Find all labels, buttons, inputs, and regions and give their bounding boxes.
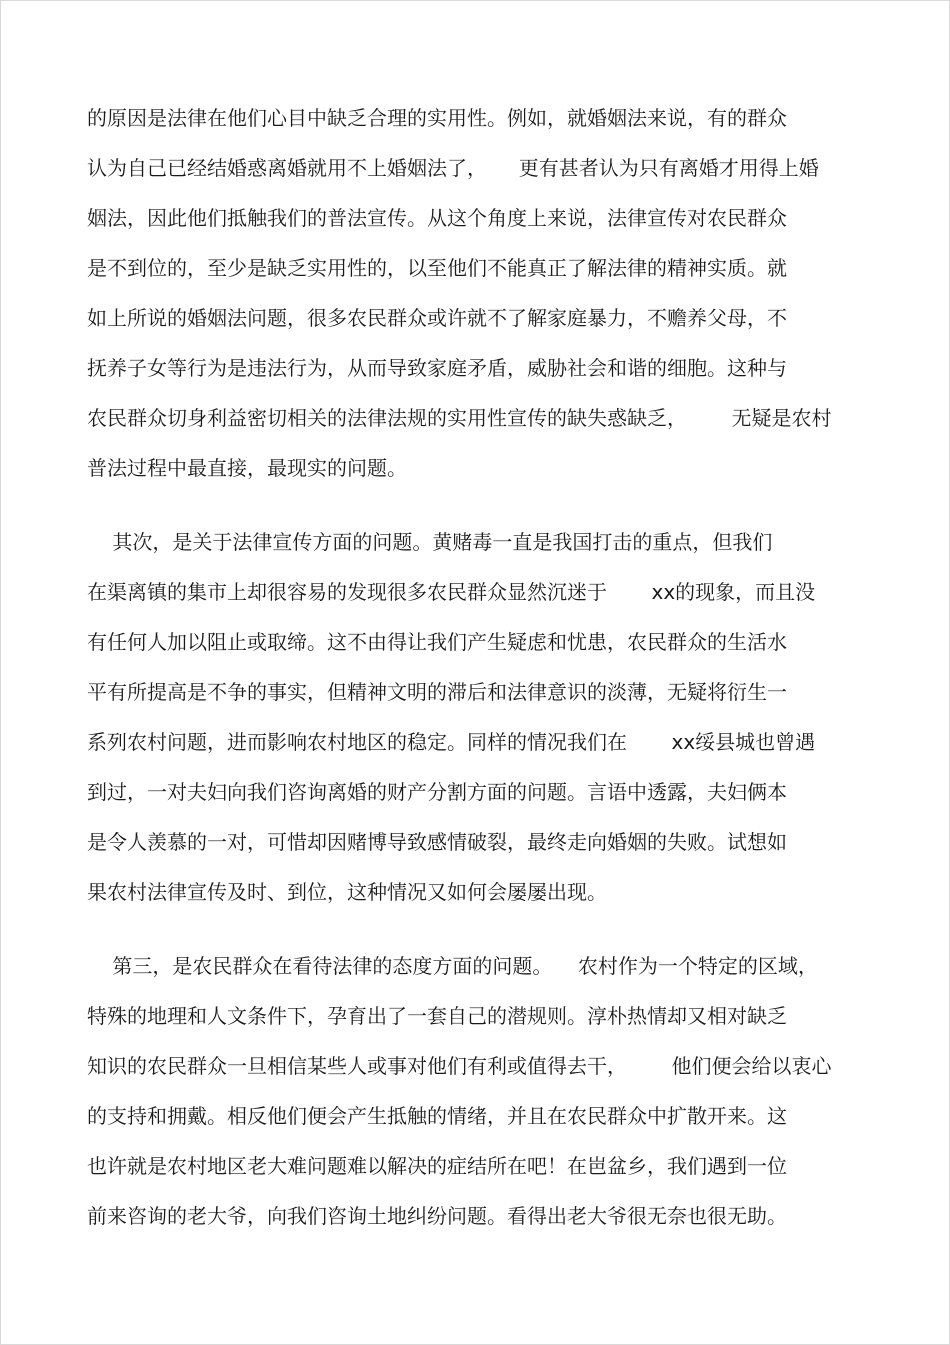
text-line: 是令人羡慕的一对，可惜却因赌博导致感情破裂，最终走向婚姻的失败。试想如 [87, 830, 787, 854]
text-line: 也许就是农村地区老大难问题难以解决的症结所在吧！在岜盆乡，我们遇到一位 [87, 1154, 787, 1178]
text-line: 如上所说的婚姻法问题，很多农民群众或许就不了解家庭暴力，不赡养父母，不 [87, 306, 787, 330]
text-line: 认为自己已经结婚惑离婚就用不上婚姻法了， 更有甚者认为只有离婚才用得上婚 [87, 156, 819, 180]
text-line: 其次，是关于法律宣传方面的问题。黄赌毒一直是我国打击的重点，但我们 [87, 530, 773, 554]
text-line: 果农村法律宣传及时、到位，这种情况又如何会屡屡出现。 [87, 880, 607, 904]
paragraph-1 [87, 97, 877, 497]
text-line: 系列农村问题，进而影响农村地区的稳定。同样的情况我们在 xx绥县城也曾遇 [87, 730, 816, 754]
text-line: 平有所提高是不争的事实，但精神文明的滞后和法律意识的淡薄，无疑将衍生一 [87, 680, 787, 704]
text-line: 第三，是农民群众在看待法律的态度方面的问题。 农村作为一个特定的区域， [87, 954, 818, 978]
document-body [87, 97, 877, 1245]
text-line: 的原因是法律在他们心目中缺乏合理的实用性。例如，就婚姻法来说，有的群众 [87, 106, 787, 130]
text-line: 在渠离镇的集市上却很容易的发现很多农民群众显然沉迷于 xx的现象，而且没 [87, 580, 816, 604]
text-line: 的支持和拥戴。相反他们便会产生抵触的情绪，并且在农民群众中扩散开来。这 [87, 1104, 787, 1128]
text-line: 普法过程中最直接，最现实的问题。 [87, 456, 407, 480]
text-line: 前来咨询的老大爷，向我们咨询土地纠纷问题。看得出老大爷很无奈也很无助。 [87, 1204, 787, 1228]
text-line: 抚养子女等行为是违法行为，从而导致家庭矛盾，威胁社会和谐的细胞。这种与 [87, 356, 787, 380]
text-line: 有任何人加以阻止或取缔。这不由得让我们产生疑虑和忧患，农民群众的生活水 [87, 630, 787, 654]
text-line: 是不到位的，至少是缺乏实用性的，以至他们不能真正了解法律的精神实质。就 [87, 256, 787, 280]
text-line: 知识的农民群众一旦相信某些人或事对他们有利或值得去干， 他们便会给以衷心 [87, 1054, 832, 1078]
paragraph-2 [87, 521, 877, 921]
paragraph-3 [87, 945, 877, 1245]
text-line: 姻法，因此他们抵触我们的普法宣传。从这个角度上来说，法律宣传对农民群众 [87, 206, 787, 230]
text-line: 到过，一对夫妇向我们咨询离婚的财产分割方面的问题。言语中透露，夫妇俩本 [87, 780, 787, 804]
text-line: 特殊的地理和人文条件下，孕育出了一套自己的潜规则。淳朴热情却又相对缺乏 [87, 1004, 787, 1028]
text-line: 农民群众切身利益密切相关的法律法规的实用性宣传的缺失惑缺乏， 无疑是农村 [87, 406, 832, 430]
